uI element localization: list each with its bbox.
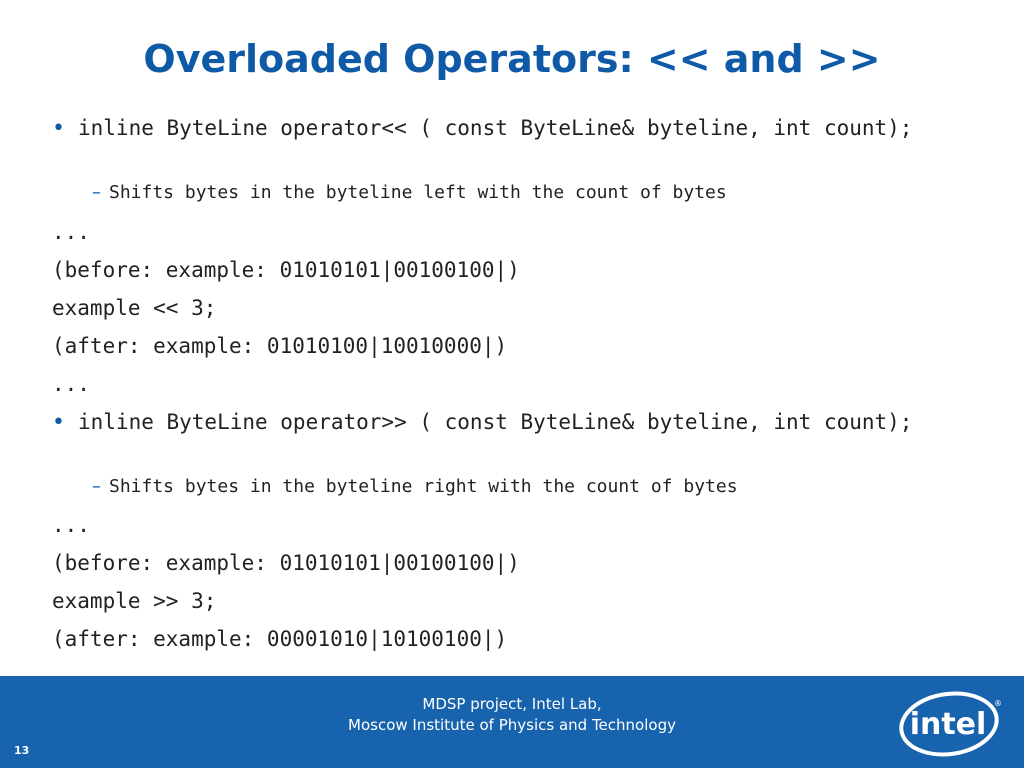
page-number: 13 xyxy=(14,744,30,757)
sub-bullet-text: Shifts bytes in the byteline left with the count of bytes xyxy=(109,182,727,203)
bullet-text: inline ByteLine operator>> ( const ByteLine& byteline, int count); xyxy=(78,410,913,434)
bullet-item xyxy=(52,114,992,143)
code-line: (after: example: 01010100|10010000|) xyxy=(52,334,508,358)
footer-bar xyxy=(0,676,1024,768)
code-line: (before: example: 01010101|00100100|) xyxy=(52,258,520,282)
registered-mark: ® xyxy=(994,699,1002,708)
slide-title: Overloaded Operators: << and >> xyxy=(143,37,881,81)
intel-logo-text: intel xyxy=(909,707,987,742)
code-line: ... xyxy=(52,372,90,396)
code-line: example << 3; xyxy=(52,296,217,320)
bullet-dot-icon: • xyxy=(52,116,65,141)
sub-bullet-item xyxy=(92,474,738,500)
code-line: ... xyxy=(52,220,90,244)
sub-bullet-item xyxy=(92,180,727,206)
code-line: (after: example: 00001010|10100100|) xyxy=(52,627,508,651)
footer-line-1: MDSP project, Intel Lab, xyxy=(422,695,602,713)
footer-credits xyxy=(0,694,1024,736)
footer-line-2: Moscow Institute of Physics and Technology xyxy=(348,716,676,734)
code-line: example >> 3; xyxy=(52,589,217,613)
sub-bullet-dash: – xyxy=(92,182,101,203)
intel-logo xyxy=(896,684,1006,762)
bullet-item xyxy=(52,408,992,437)
sub-bullet-dash: – xyxy=(92,476,101,497)
bullet-text: inline ByteLine operator<< ( const ByteLine& byteline, int count); xyxy=(78,116,913,140)
code-line: (before: example: 01010101|00100100|) xyxy=(52,551,520,575)
code-line: ... xyxy=(52,513,90,537)
bullet-dot-icon: • xyxy=(52,410,65,435)
sub-bullet-text: Shifts bytes in the byteline right with the count of bytes xyxy=(109,476,738,497)
